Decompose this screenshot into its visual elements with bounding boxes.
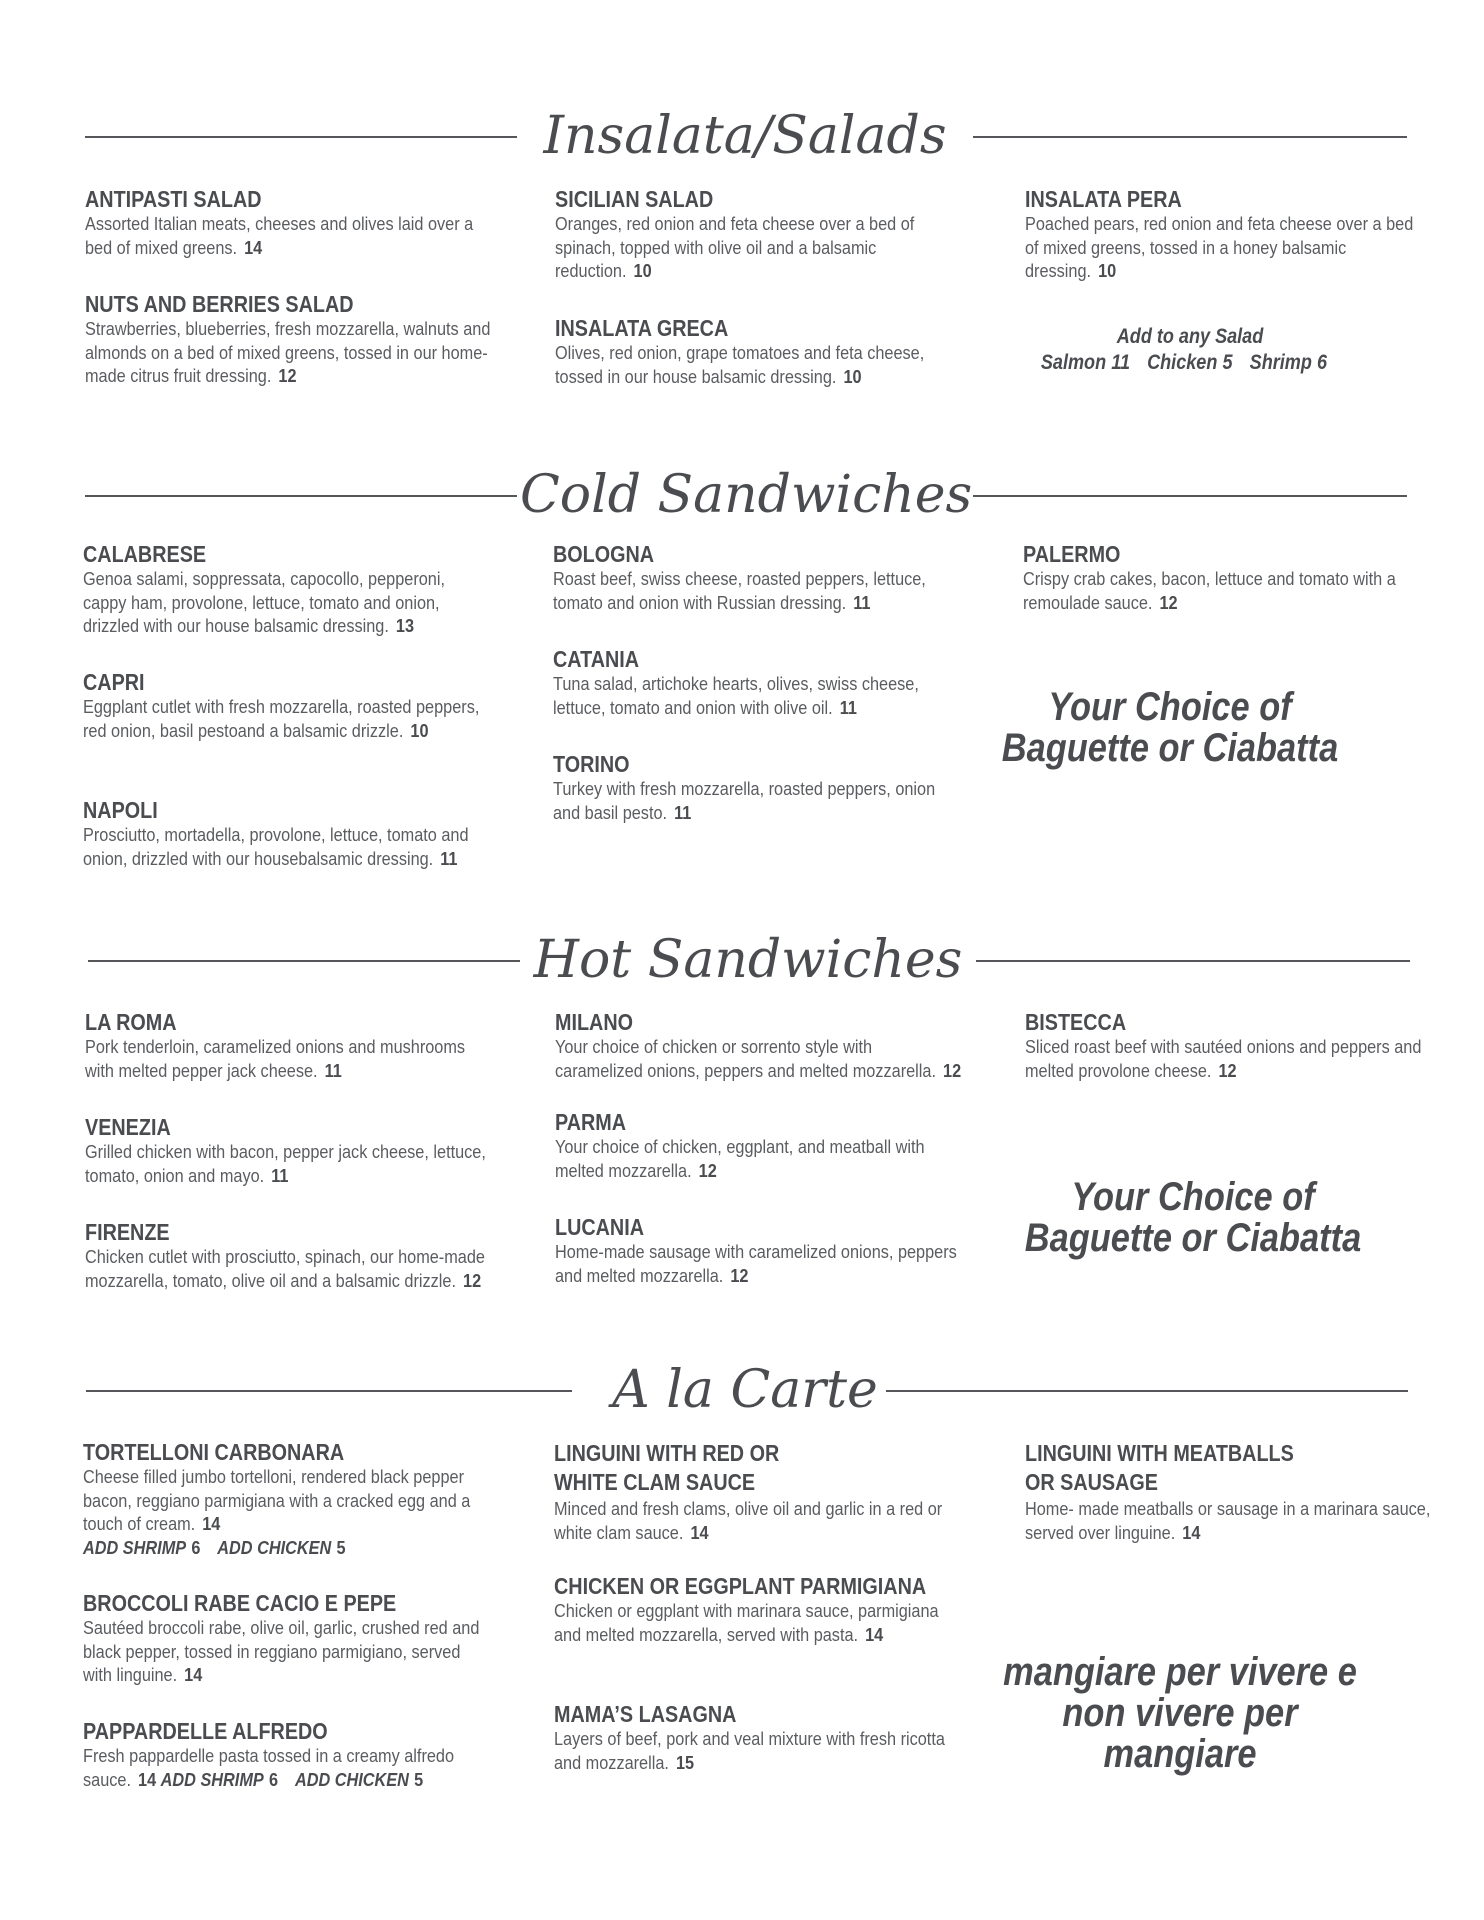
item-name: INSALATA GRECA xyxy=(555,315,729,341)
item-description: Home-made sausage with caramelized onions, peppers and melted mozzarella. 12 xyxy=(555,1241,957,1286)
item-price: 14 xyxy=(138,1768,157,1790)
item-description: Poached pears, red onion and feta cheese over a bed of mixed greens, tossed in a honey balsamic dressing. 10 xyxy=(1025,213,1414,281)
item-description: Minced and fresh clams, olive oil and garlic in a red or white clam sauce. 14 xyxy=(554,1498,943,1543)
item-description: Tuna salad, artichoke hearts, olives, swiss cheese, lettuce, tomato and onion with olive oil. 11 xyxy=(553,673,919,718)
bread-choice-note: Your Choice of Baguette or Ciabatta xyxy=(1024,1175,1362,1260)
item-price: 15 xyxy=(675,1751,695,1773)
menu-item xyxy=(85,186,490,259)
item-description: Sautéed broccoli rabe, olive oil, garlic, crushed red and black pepper, tossed in reggiano parmigiano, served with linguine. 14 xyxy=(83,1617,480,1685)
divider-line xyxy=(85,136,517,138)
menu-item xyxy=(553,751,958,824)
item-name: PAPPARDELLE ALFREDO xyxy=(83,1718,328,1744)
item-price: 12 xyxy=(943,1059,962,1081)
divider-line xyxy=(973,495,1407,497)
item-description: Grilled chicken with bacon, pepper jack cheese, lettuce, tomato, onion and mayo. 11 xyxy=(85,1141,486,1186)
item-name: MILANO xyxy=(555,1009,634,1035)
salad-addon-note xyxy=(1035,324,1345,376)
menu-item xyxy=(553,541,958,614)
menu-item xyxy=(85,291,490,388)
section-title: Insalata/Salads xyxy=(543,106,947,166)
item-price: 10 xyxy=(633,260,652,281)
divider-line xyxy=(886,1390,1408,1392)
item-description: Cheese filled jumbo tortelloni, rendered black pepper bacon, reggiano parmigiana with a cracked egg and a touch of cream. 14 ADD SHRIMP 6 ADD CHICKEN 5 xyxy=(83,1466,471,1558)
menu-item xyxy=(83,1718,488,1791)
item-name: MAMA’S LASAGNA xyxy=(554,1701,737,1727)
divider-line xyxy=(86,1390,572,1392)
menu-item xyxy=(83,669,488,742)
item-name: TORINO xyxy=(553,751,630,777)
item-price: 11 xyxy=(674,801,692,823)
item-name: PARMA xyxy=(555,1109,627,1135)
item-name: LINGUINI WITH MEATBALLS OR SAUSAGE xyxy=(1025,1440,1294,1495)
item-price: 14 xyxy=(244,236,263,258)
section-title: Cold Sandwiches xyxy=(520,465,973,525)
item-name: CAPRI xyxy=(83,669,145,695)
item-description: Layers of beef, pork and veal mixture with fresh ricotta and mozzarella. 15 xyxy=(554,1728,945,1773)
bread-choice-note: Your Choice of Baguette or Ciabatta xyxy=(1001,685,1339,770)
menu-item xyxy=(554,1573,959,1646)
item-price: 10 xyxy=(843,365,862,387)
menu-item xyxy=(555,315,960,388)
item-description: Sliced roast beef with sautéed onions and peppers and melted provolone cheese. 12 xyxy=(1025,1036,1422,1081)
item-name: LINGUINI WITH RED OR WHITE CLAM SAUCE xyxy=(554,1440,780,1495)
item-price: 14 xyxy=(1182,1521,1201,1543)
item-name: TORTELLONI CARBONARA xyxy=(83,1439,345,1465)
item-price: 12 xyxy=(1159,591,1178,613)
item-price: 12 xyxy=(1218,1059,1237,1081)
divider-line xyxy=(85,495,517,497)
item-description: Fresh pappardelle pasta tossed in a creamy alfredo sauce. 14 ADD SHRIMP 6 ADD CHICKEN 5 xyxy=(83,1745,455,1790)
menu-item xyxy=(555,1009,960,1082)
item-name: BISTECCA xyxy=(1025,1009,1127,1035)
menu-item xyxy=(554,1439,959,1544)
addon-price: 5 xyxy=(414,1768,424,1790)
divider-line xyxy=(976,960,1410,962)
item-name: BROCCOLI RABE CACIO E PEPE xyxy=(83,1590,397,1616)
italian-motto: mangiare per vivere e non vivere per mangiare xyxy=(1003,1650,1357,1776)
menu-item xyxy=(555,1109,960,1182)
section-header-salads xyxy=(0,96,1484,176)
addon-heading: Add to any Salad xyxy=(1116,325,1264,348)
item-price: 12 xyxy=(278,365,297,386)
item-price: 14 xyxy=(202,1513,221,1534)
menu-item xyxy=(1025,1009,1430,1082)
section-header-a-la-carte xyxy=(0,1350,1484,1430)
item-description: Turkey with fresh mozzarella, roasted peppers, onion and basil pesto. 11 xyxy=(553,778,936,823)
item-description: Chicken cutlet with prosciutto, spinach, our home-made mozzarella, tomato, olive oil and a balsamic drizzle. 12 xyxy=(85,1246,485,1291)
item-name: CALABRESE xyxy=(83,541,207,567)
menu-item xyxy=(553,646,958,719)
item-name: PALERMO xyxy=(1023,541,1121,567)
item-name: BOLOGNA xyxy=(553,541,655,567)
item-price: 12 xyxy=(730,1264,749,1286)
divider-line xyxy=(88,960,520,962)
item-name: LA ROMA xyxy=(85,1009,177,1035)
addon-price: 6 xyxy=(191,1536,201,1558)
item-description: Olives, red onion, grape tomatoes and feta cheese, tossed in our house balsamic dressing. 10 xyxy=(555,342,925,387)
menu-item xyxy=(85,1114,490,1187)
divider-line xyxy=(973,136,1407,138)
item-price: 12 xyxy=(698,1159,717,1181)
item-description: Genoa salami, soppressata, capocollo, pepperoni, cappy ham, provolone, lettuce, tomato and onion, drizzled with our house balsamic dressing. 13 xyxy=(83,568,446,636)
item-name: NUTS AND BERRIES SALAD xyxy=(85,291,354,317)
section-title: A la Carte xyxy=(612,1360,878,1420)
menu-item xyxy=(555,186,960,283)
item-price: 10 xyxy=(1098,260,1117,281)
item-description: Roast beef, swiss cheese, roasted peppers, lettuce, tomato and onion with Russian dressing. 11 xyxy=(553,568,926,613)
item-price: 14 xyxy=(865,1623,884,1645)
item-description: Oranges, red onion and feta cheese over a bed of spinach, topped with olive oil and a balsamic reduction. 10 xyxy=(555,213,915,281)
addon-label: ADD CHICKEN xyxy=(217,1536,332,1558)
addon-label: ADD CHICKEN xyxy=(294,1768,409,1790)
menu-item xyxy=(1023,541,1428,614)
item-name: FIRENZE xyxy=(85,1219,170,1245)
item-description: Home- made meatballs or sausage in a marinara sauce, served over linguine. 14 xyxy=(1025,1498,1431,1543)
item-description: Pork tenderloin, caramelized onions and mushrooms with melted pepper jack cheese. 11 xyxy=(85,1036,466,1081)
menu-item xyxy=(83,541,488,638)
addon-price: 6 xyxy=(269,1768,279,1790)
item-description: Strawberries, blueberries, fresh mozzarella, walnuts and almonds on a bed of mixed greens, tossed in our home-made citrus fruit dressing. 12 xyxy=(85,318,491,386)
menu-item xyxy=(555,1214,960,1287)
item-price: 11 xyxy=(271,1164,289,1186)
item-name: SICILIAN SALAD xyxy=(555,186,714,212)
item-description: Prosciutto, mortadella, provolone, lettuce, tomato and onion, drizzled with our housebalsamic dressing. 11 xyxy=(83,824,469,869)
item-name: INSALATA PERA xyxy=(1025,186,1182,212)
item-description: Eggplant cutlet with fresh mozzarella, roasted peppers, red onion, basil pestoand a balsamic drizzle. 10 xyxy=(83,696,480,741)
addon-options: Salmon 11 Chicken 5 Shrimp 6 xyxy=(1040,351,1328,374)
menu-item xyxy=(85,1009,490,1082)
menu-item xyxy=(85,1219,490,1292)
item-price: 11 xyxy=(839,696,857,718)
item-price: 11 xyxy=(853,591,871,613)
item-name: VENEZIA xyxy=(85,1114,171,1140)
item-description: Assorted Italian meats, cheeses and olives laid over a bed of mixed greens. 14 xyxy=(85,213,474,258)
item-description: Your choice of chicken, eggplant, and meatball with melted mozzarella. 12 xyxy=(555,1136,925,1181)
item-name: ANTIPASTI SALAD xyxy=(85,186,262,212)
section-header-cold-sandwiches xyxy=(0,455,1484,535)
menu-item xyxy=(83,797,488,870)
menu-item xyxy=(83,1590,488,1687)
addon-price: 5 xyxy=(336,1536,346,1558)
item-description: Crispy crab cakes, bacon, lettuce and tomato with a remoulade sauce. 12 xyxy=(1023,568,1396,613)
item-description: Chicken or eggplant with marinara sauce, parmigiana and melted mozzarella, served with pasta. 14 xyxy=(554,1600,939,1645)
item-price: 10 xyxy=(410,719,429,741)
item-price: 11 xyxy=(440,847,458,869)
addon-label: ADD SHRIMP xyxy=(160,1768,264,1790)
addon-label: ADD SHRIMP xyxy=(83,1536,187,1558)
item-price: 12 xyxy=(463,1269,482,1291)
menu-item xyxy=(554,1701,959,1774)
item-name: NAPOLI xyxy=(83,797,158,823)
section-title: Hot Sandwiches xyxy=(533,930,963,990)
menu-item xyxy=(1025,1439,1430,1544)
item-price: 14 xyxy=(690,1521,709,1543)
item-price: 13 xyxy=(395,615,415,636)
item-price: 14 xyxy=(184,1664,203,1685)
item-description: Your choice of chicken or sorrento style with caramelized onions, peppers and melted mozzarella. 12 xyxy=(555,1036,962,1081)
item-price: 11 xyxy=(324,1059,342,1081)
item-name: CATANIA xyxy=(553,646,640,672)
menu-item xyxy=(83,1439,488,1559)
menu-item xyxy=(1025,186,1430,283)
section-header-hot-sandwiches xyxy=(0,920,1484,1000)
item-name: CHICKEN OR EGGPLANT PARMIGIANA xyxy=(554,1573,927,1599)
item-name: LUCANIA xyxy=(555,1214,645,1240)
